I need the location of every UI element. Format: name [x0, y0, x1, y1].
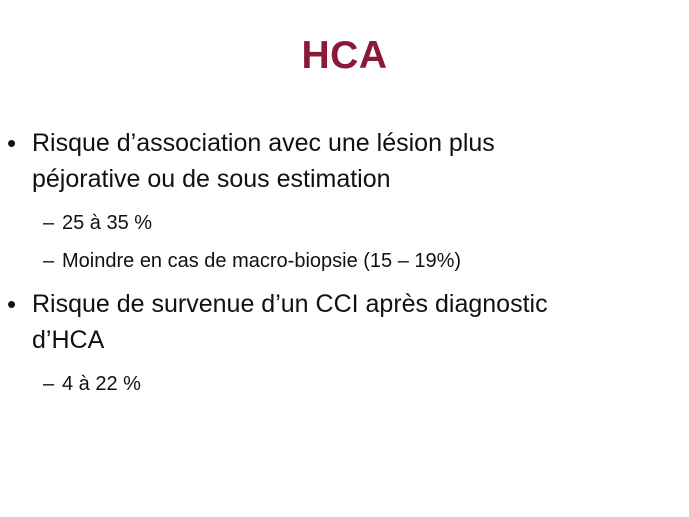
sub-item-text: 25 à 35 % — [62, 212, 153, 234]
bullet-line-1: Risque d’association avec une lésion plus — [32, 129, 495, 157]
dash-marker: – — [43, 212, 55, 234]
bullet-text — [32, 286, 682, 358]
slide-title: HCA — [301, 34, 388, 77]
bullet-line-2: d’HCA — [32, 326, 105, 354]
bullet-line-2: péjorative ou de sous estimation — [32, 165, 391, 193]
dash-marker: – — [43, 250, 55, 272]
bullet-marker: • — [7, 128, 17, 158]
bullet-line-1: Risque de survenue d’un CCI après diagnostic — [32, 290, 548, 318]
sub-item-text: 4 à 22 % — [62, 373, 141, 395]
dash-marker: – — [43, 373, 55, 395]
bullet-text — [32, 125, 682, 197]
bullet-marker: • — [7, 289, 17, 319]
sub-item-text: Moindre en cas de macro-biopsie (15 – 19%) — [62, 250, 462, 272]
